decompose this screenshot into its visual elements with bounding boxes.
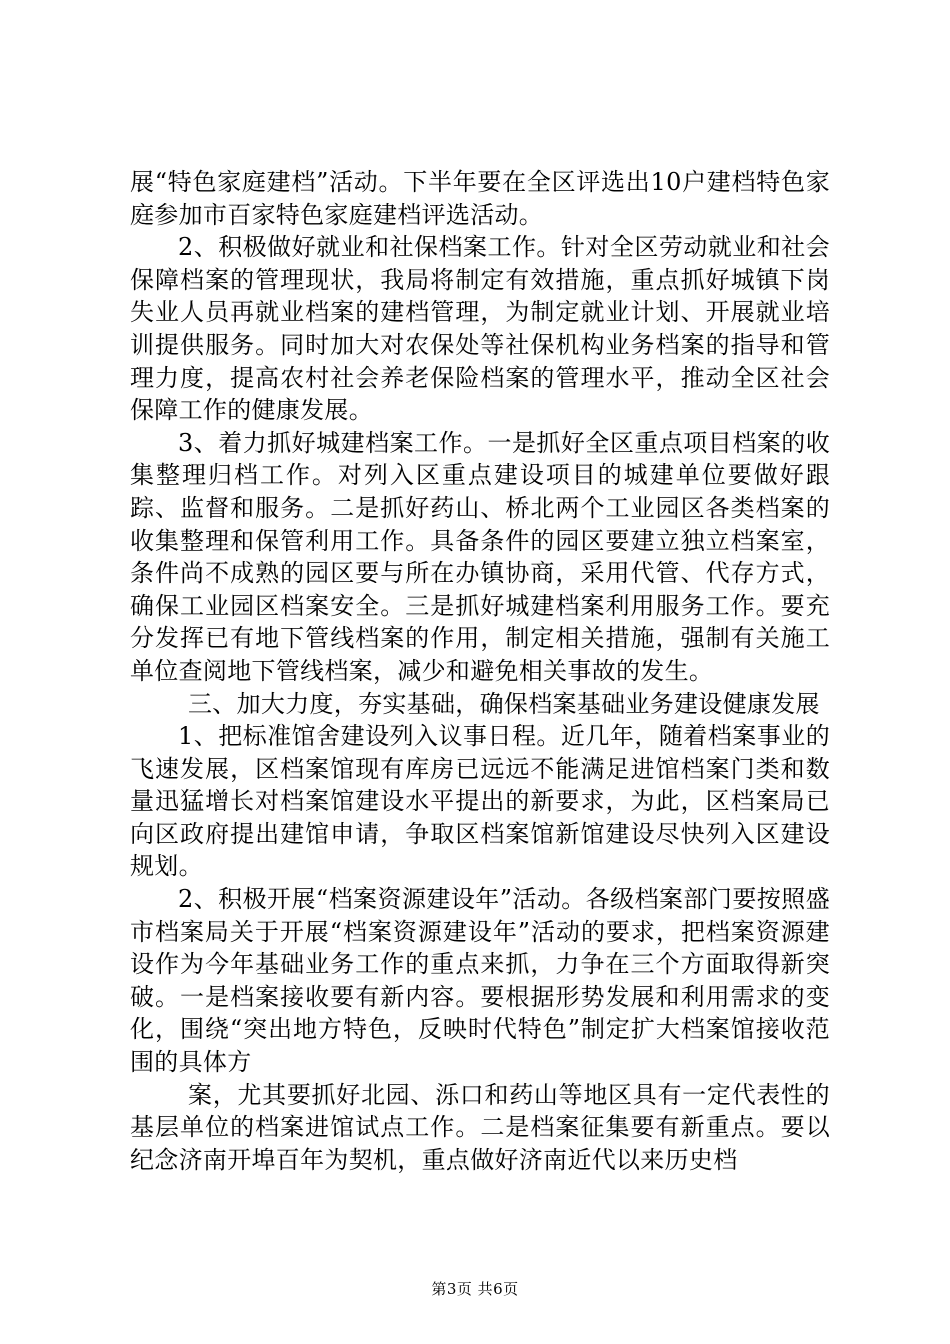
paragraph-urban-construction-archives: 3、着力抓好城建档案工作。一是抓好全区重点项目档案的收集整理归档工作。对列入区重点建设项目的城建单位要做好跟踪、监督和服务。二是抓好药山、桥北两个工业园区各类档案的收集整理和保管利用工作。具备条件的园区要建立独立档案室，条件尚不成熟的园区要与所在办镇协商，采用代管、代存方式，确保工业园区档案安全。三是抓好城建档案利用服务工作。要充分发挥已有地下管线档案的作用，制定相关措施，强制有关施工单位查阅地下管线档案，减少和避免相关事故的发生。 — [130, 428, 830, 685]
paragraph-resource-year-continued: 案，尤其要抓好北园、泺口和药山等地区具有一定代表性的基层单位的档案进馆试点工作。二是档案征集要有新重点。要以纪念济南开埠百年为契机，重点做好济南近代以来历史档 — [130, 1080, 830, 1174]
page-number-footer: 第3页 共6页 — [431, 1280, 519, 1298]
paragraph-standard-building: 1、把标准馆舍建设列入议事日程。近几年，随着档案事业的飞速发展，区档案馆现有库房已远远不能满足进馆档案门类和数量迅猛增长对档案馆建设水平提出的新要求，为此，区档案局已向区政府提出建馆申请，争取区档案馆新馆建设尽快列入区建设规划。 — [130, 722, 830, 881]
document-body — [130, 166, 830, 1176]
paragraph-employment-archives: 2、积极做好就业和社保档案工作。针对全区劳动就业和社会保障档案的管理现状，我局将制定有效措施，重点抓好城镇下岗失业人员再就业档案的建档管理，为制定就业计划、开展就业培训提供服务。同时加大对农保处等社保机构业务档案的指导和管理力度，提高农村社会养老保险档案的管理水平，推动全区社会保障工作的健康发展。 — [130, 233, 830, 425]
paragraph-continuation: 展“特色家庭建档”活动。下半年要在全区评选出10户建档特色家庭参加市百家特色家庭建档评选活动。 — [130, 168, 830, 229]
section-heading-three: 三、加大力度，夯实基础，确保档案基础业务建设健康发展 — [188, 689, 820, 718]
paragraph-resource-year: 2、积极开展“档案资源建设年”活动。各级档案部门要按照盛市档案局关于开展“档案资源建设年”活动的要求，把档案资源建设作为今年基础业务工作的重点来抓，力争在三个方面取得新突破。一是档案接收要有新内容。要根据形势发展和利用需求的变化，围绕“突出地方特色，反映时代特色”制定扩大档案馆接收范围的具体方 — [130, 885, 830, 1077]
